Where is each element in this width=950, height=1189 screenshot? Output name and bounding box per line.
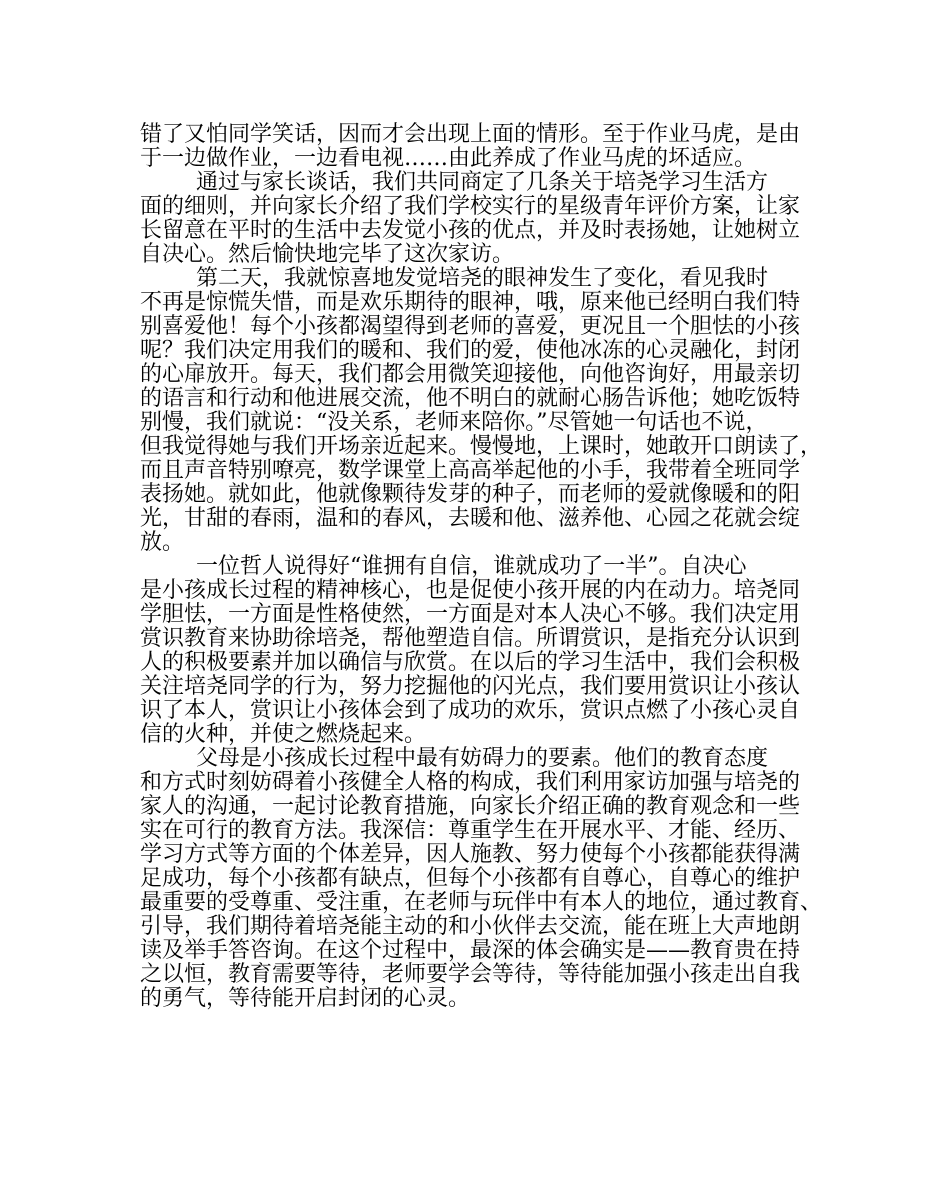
text-line: 足成功，每个小孩都有缺点，但每个小孩都有自尊心，自尊心的维护 bbox=[140, 866, 801, 891]
text-line: 错了又怕同学笑话，因而才会出现上面的情形。至于作业马虎，是由 bbox=[140, 122, 801, 147]
text-line: 但我觉得她与我们开场亲近起来。慢慢地，上课时，她敢开口朗读了， bbox=[140, 434, 823, 459]
text-line: 呢？我们决定用我们的暖和、我们的爱，使他冰冻的心灵融化，封闭 bbox=[140, 338, 801, 363]
text-line: 表扬她。就如此，他就像颗待发芽的种子，而老师的爱就像暖和的阳 bbox=[140, 482, 801, 507]
text-line: 信的火种，并使之燃烧起来。 bbox=[140, 722, 427, 747]
text-line: 自决心。然后愉快地完毕了这次家访。 bbox=[140, 242, 515, 267]
text-line: 放。 bbox=[140, 530, 185, 555]
text-line: 而且声音特别嘹亮，数学课堂上高高举起他的小手，我带着全班同学 bbox=[140, 458, 801, 483]
text-line: 别喜爱他！每个小孩都渴望得到老师的喜爱，更况且一个胆怯的小孩 bbox=[140, 314, 801, 339]
text-line: 于一边做作业，一边看电视……由此养成了作业马虎的坏适应。 bbox=[140, 146, 757, 171]
text-line: 之以恒，教育需要等待，老师要学会等待，等待能加强小孩走出自我 bbox=[140, 962, 801, 987]
text-line: 学习方式等方面的个体差异，因人施教、努力使每个小孩都能获得满 bbox=[140, 842, 801, 867]
text-line: 的语言和行动和他进展交流，他不明白的就耐心肠告诉他；她吃饭特 bbox=[140, 386, 801, 411]
text-line: 赏识教育来协助徐培尧，帮他塑造自信。所谓赏识，是指充分认识到 bbox=[140, 626, 801, 651]
text-line: 人的积极要素并加以确信与欣赏。在以后的学习生活中，我们会积极 bbox=[140, 650, 801, 675]
text-line: 家人的沟通，一起讨论教育措施，向家长介绍正确的教育观念和一些 bbox=[140, 794, 801, 819]
text-line: 第二天，我就惊喜地发觉培尧的眼神发生了变化，看见我时 bbox=[140, 266, 768, 291]
text-line: 是小孩成长过程的精神核心，也是促使小孩开展的内在动力。培尧同 bbox=[140, 578, 801, 603]
text-line: 的心扉放开。每天，我们都会用微笑迎接他，向他咨询好，用最亲切 bbox=[140, 362, 801, 387]
text-line: 和方式时刻妨碍着小孩健全人格的构成，我们利用家访加强与培尧的 bbox=[140, 770, 801, 795]
text-line: 长留意在平时的生活中去发觉小孩的优点，并及时表扬她，让她树立 bbox=[140, 218, 801, 243]
text-line: 不再是惊慌失惜，而是欢乐期待的眼神，哦，原来他已经明白我们特 bbox=[140, 290, 801, 315]
text-line: 识了本人，赏识让小孩体会到了成功的欢乐，赏识点燃了小孩心灵自 bbox=[140, 698, 801, 723]
text-line: 学胆怯，一方面是性格使然，一方面是对本人决心不够。我们决定用 bbox=[140, 602, 801, 627]
text-line: 的勇气，等待能开启封闭的心灵。 bbox=[140, 986, 471, 1011]
document-body bbox=[140, 122, 823, 1011]
text-line: 关注培尧同学的行为，努力挖掘他的闪光点，我们要用赏识让小孩认 bbox=[140, 674, 801, 699]
text-line: 最重要的受尊重、受注重，在老师与玩伴中有本人的地位，通过教育、 bbox=[140, 890, 823, 915]
text-line: 引导，我们期待着培尧能主动的和小伙伴去交流，能在班上大声地朗 bbox=[140, 914, 801, 939]
text-line: 实在可行的教育方法。我深信：尊重学生在开展水平、才能、经历、 bbox=[140, 818, 801, 843]
text-line: 光，甘甜的春雨，温和的春风，去暖和他、滋养他、心园之花就会绽 bbox=[140, 506, 801, 531]
text-line: 通过与家长谈话，我们共同商定了几条关于培尧学习生活方 bbox=[140, 170, 768, 195]
text-line: 父母是小孩成长过程中最有妨碍力的要素。他们的教育态度 bbox=[140, 746, 768, 771]
text-line: 面的细则，并向家长介绍了我们学校实行的星级青年评价方案，让家 bbox=[140, 194, 801, 219]
text-line: 别慢，我们就说：“没关系，老师来陪你。”尽管她一句话也不说， bbox=[140, 410, 768, 435]
text-line: 一位哲人说得好“谁拥有自信，谁就成功了一半”。自决心 bbox=[140, 554, 747, 579]
text-line: 读及举手答咨询。在这个过程中，最深的体会确实是——教育贵在持 bbox=[140, 938, 801, 963]
